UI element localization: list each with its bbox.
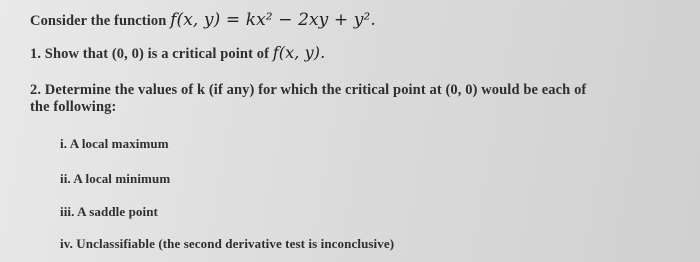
list-item-saddle-point: iii. A saddle point [60,204,158,219]
intro-text: Consider the function [30,13,167,29]
list-item-unclassifiable: iv. Unclassifiable (the second derivative test is inconclusive) [60,236,395,251]
question-2-line-2 [30,99,116,116]
question-2-text-cont: the following: [30,99,117,115]
question-1-text: 1. Show that (0, 0) is a critical point of [30,46,270,62]
question-1-formula: f(x, y). [272,43,326,62]
question-1 [30,43,325,63]
list-item-local-minimum: ii. A local minimum [60,171,171,186]
question-2-line-1 [30,82,586,99]
list-item-local-maximum: i. A local maximum [60,136,169,151]
function-formula: f(x, y) = kx² − 2xy + y². [170,10,376,30]
question-2-text: 2. Determine the values of k (if any) for which the critical point at (0, 0) would be each of [30,82,587,98]
intro-line [30,10,376,30]
